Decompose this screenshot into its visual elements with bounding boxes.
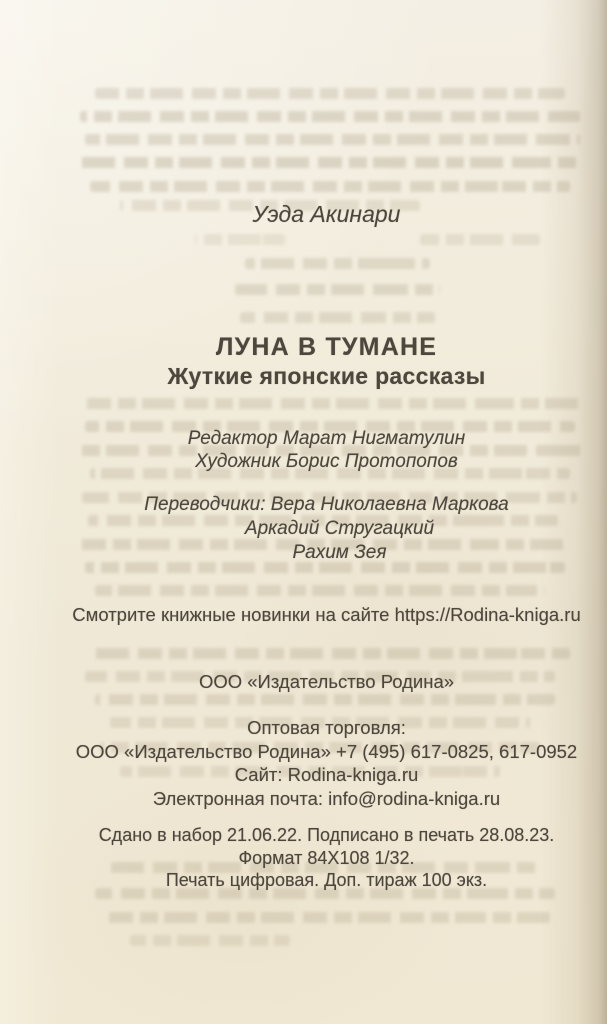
author-name: Уэда Акинари: [252, 201, 401, 227]
bleedthrough-line: [130, 935, 290, 946]
bleedthrough-line: [95, 585, 545, 596]
website-line: Сайт: Rodina-kniga.ru: [234, 764, 419, 785]
bleedthrough-line: [95, 694, 555, 705]
imprint-dates-line: Сдано в набор 21.06.22. Подписано в печать 28.08.23.: [98, 825, 555, 845]
editor-credit: Редактор Марат Нигматулин: [187, 428, 466, 449]
wholesale-contact-line: ООО «Издательство Родина» +7 (495) 617-0825, 617-0952: [75, 740, 578, 762]
translators-block: [48, 493, 605, 565]
imprint-printrun-line: Печать цифровая. Доп. тираж 100 экз.: [165, 870, 488, 890]
bleedthrough-line: [90, 648, 570, 659]
wholesale-block: [48, 716, 605, 810]
wholesale-heading: Оптовая торговля:: [247, 717, 406, 738]
bleedthrough-line: [240, 312, 435, 323]
artist-credit: Художник Борис Протопопов: [195, 451, 458, 472]
book-subtitle: Жуткие японские рассказы: [167, 363, 486, 389]
credits-block: [48, 427, 605, 473]
bleedthrough-line: [90, 181, 570, 192]
bleedthrough-line: [95, 88, 565, 99]
bleedthrough-line: [195, 234, 285, 245]
imprint-format-line: Формат 84Х108 1/32.: [238, 847, 415, 868]
publisher-name: ООО «Издательство Родина»: [198, 671, 455, 692]
bleedthrough-line: [245, 258, 430, 269]
bleedthrough-line: [80, 111, 580, 122]
bleedthrough-line: [235, 284, 440, 295]
translator-2: Аркадий Стругацкий: [244, 518, 435, 539]
bleedthrough-line: [100, 912, 550, 923]
translators-line: Переводчики: Вера Николаевна Маркова: [144, 494, 509, 515]
promo-line: Смотрите книжные новинки на сайте https://Rodina-kniga.ru: [72, 604, 581, 625]
translator-3: Рахим Зея: [292, 542, 387, 563]
bleedthrough-line: [85, 134, 580, 145]
book-title: ЛУНА В ТУМАНЕ: [215, 333, 438, 361]
bleedthrough-line: [420, 234, 540, 245]
email-line: Электронная почта: info@rodina-kniga.ru: [152, 787, 501, 809]
bleedthrough-line: [80, 398, 580, 409]
bleedthrough-line: [78, 157, 578, 168]
imprint-block: [48, 824, 605, 892]
